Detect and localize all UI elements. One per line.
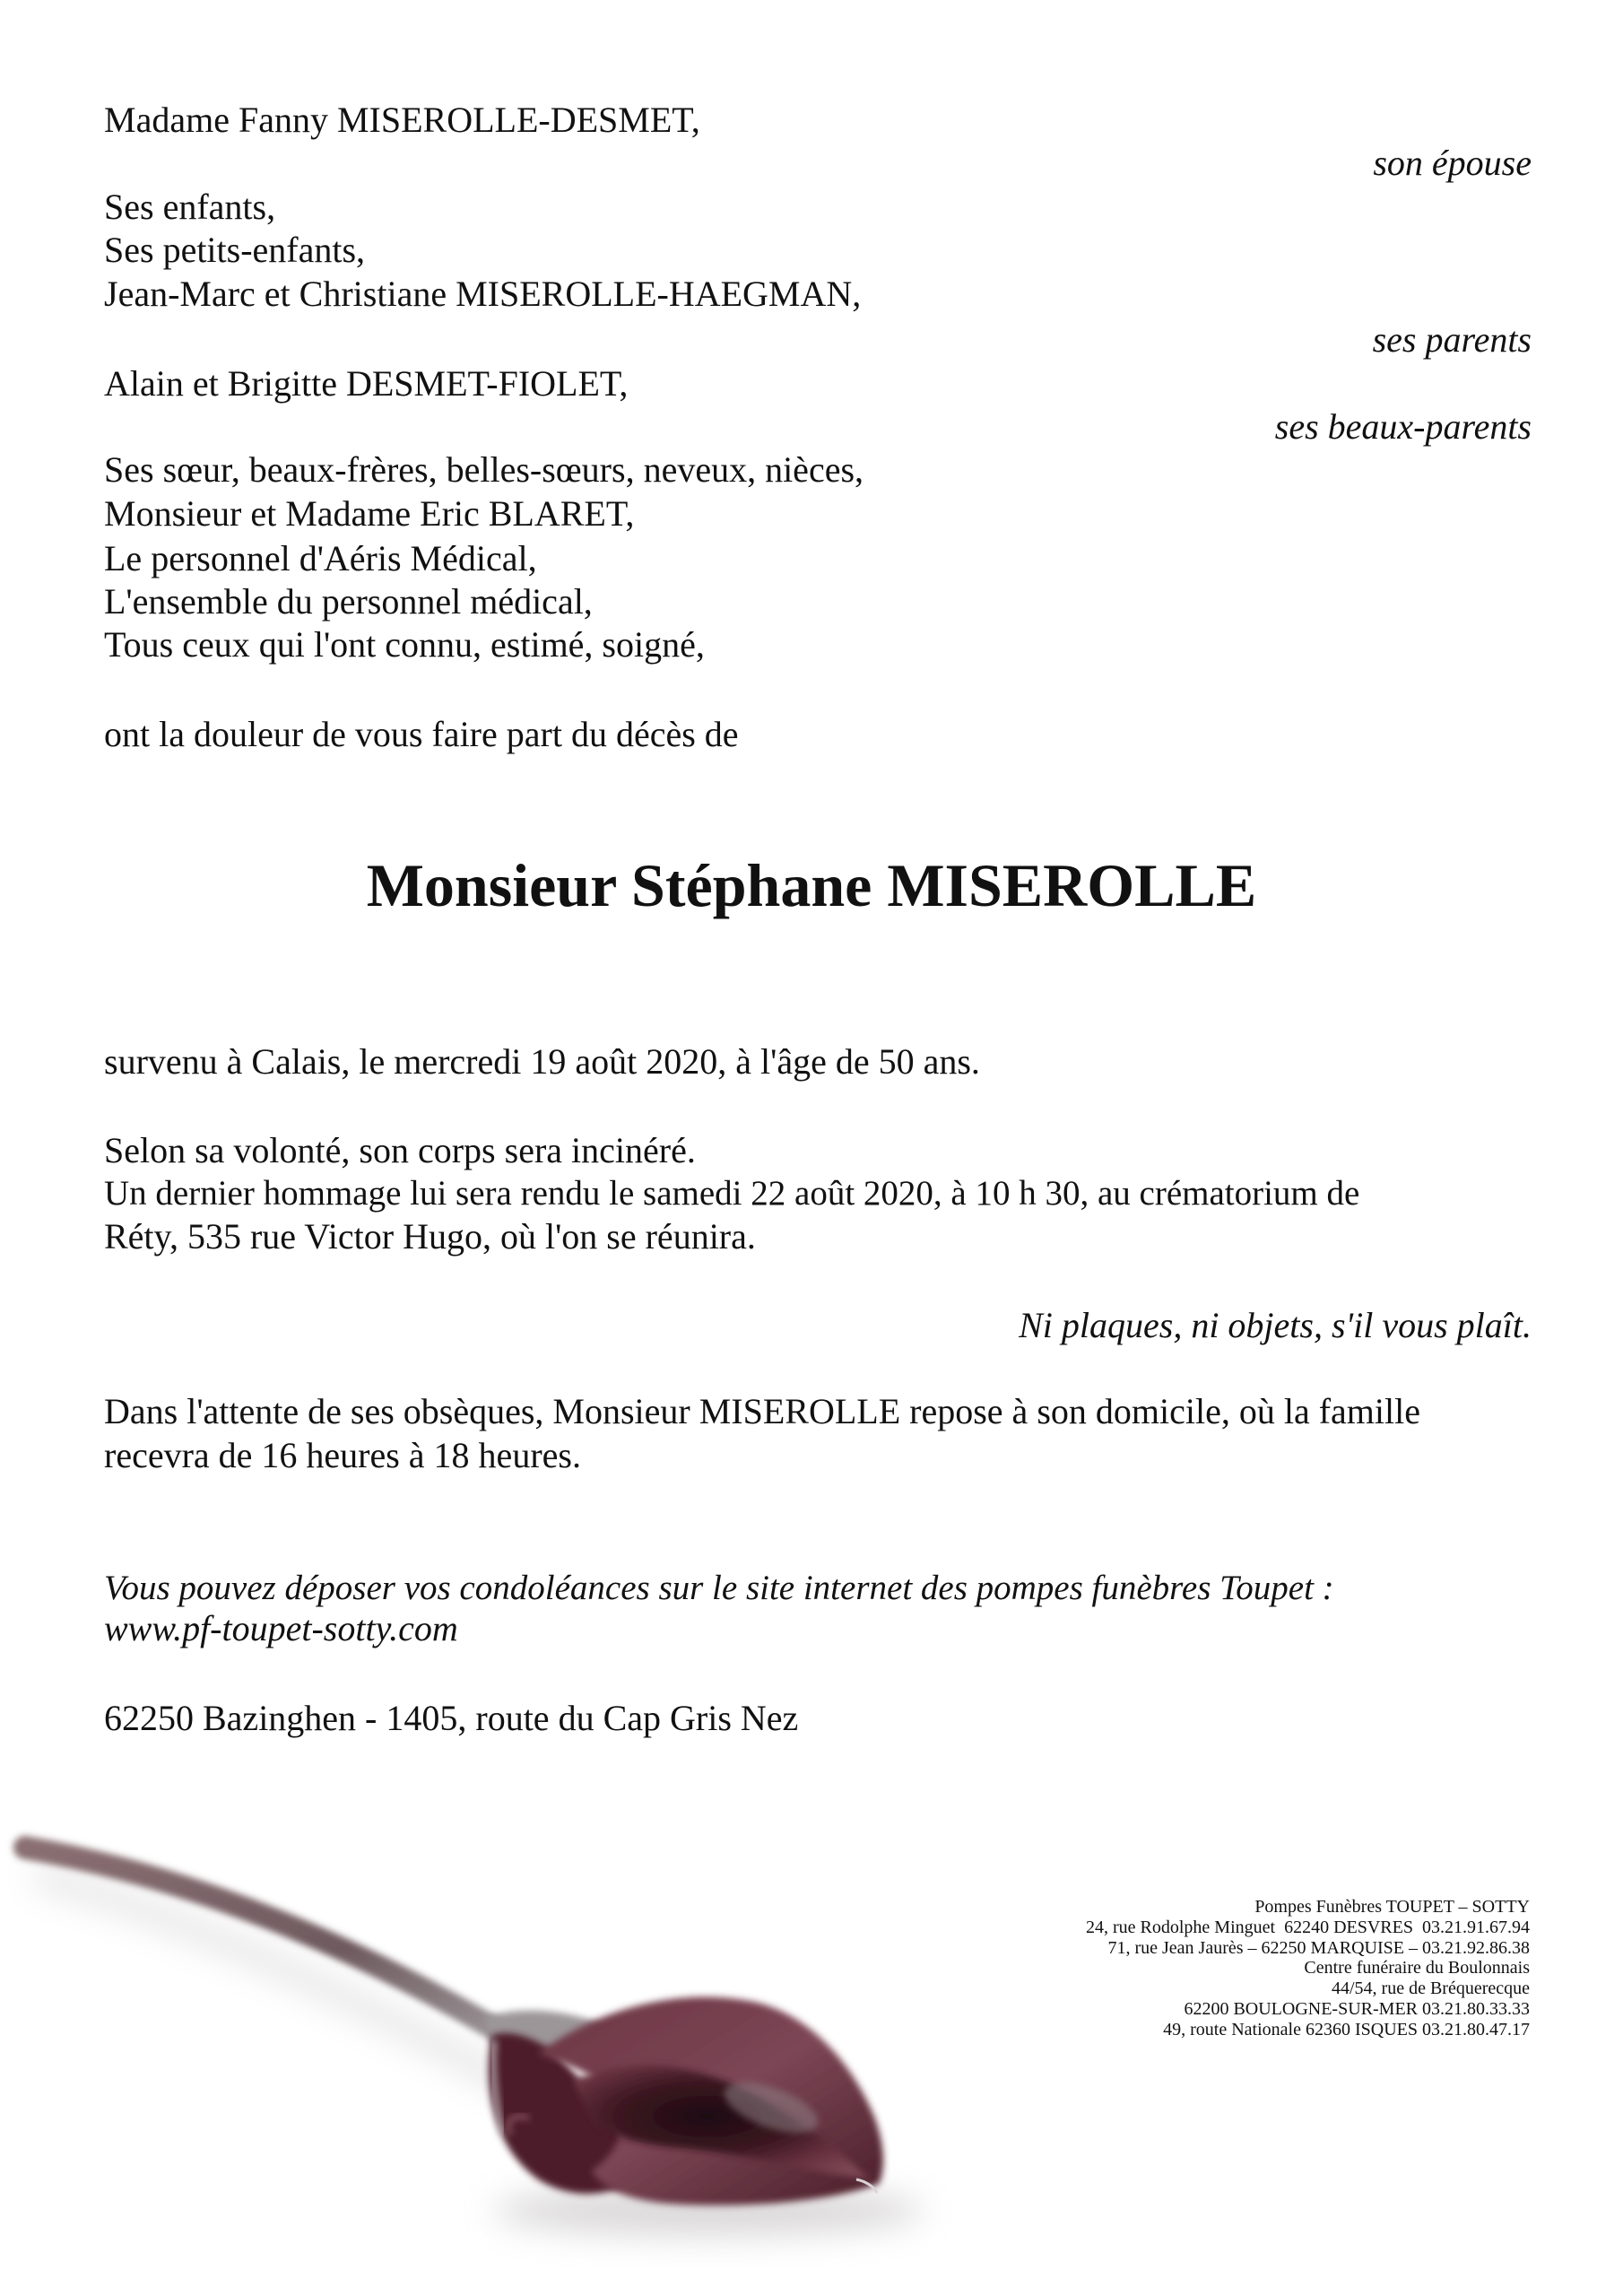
deceased-name: Monsieur Stéphane MISEROLLE [366,851,1257,919]
address-line: 62250 Bazinghen - 1405, route du Cap Gris Nez [104,1698,799,1738]
parents-line: Jean-Marc et Christiane MISEROLLE-HAEGMAN, [104,274,862,314]
funeral-center-address: 44/54, rue de Bréquerecque [1331,1979,1530,1999]
ceremony-line: Selon sa volonté, son corps sera incinéré. [104,1130,696,1170]
funeral-home-contact [1086,1897,1530,2040]
condolences-website-link[interactable]: www.pf-toupet-sotty.com [104,1608,458,1648]
funeral-home-address: 24, rue Rodolphe Minguet 62240 DESVRES 03.21.91.67.94 [1086,1917,1530,1937]
ceremony-line: Un dernier hommage lui sera rendu le samedi 22 août 2020, à 10 h 30, au crématorium de [104,1174,1360,1213]
condolences-line: Vous pouvez déposer vos condoléances sur le site internet des pompes funèbres Toupet : [104,1569,1334,1607]
no-flowers-note: Ni plaques, ni objets, s'il vous plaît. [1019,1305,1532,1345]
children-line: Ses enfants, [104,187,276,227]
visitation-line: Dans l'attente de ses obsèques, Monsieur MISEROLLE repose à son domicile, où la famille [104,1391,1420,1431]
funeral-home-address: 71, rue Jean Jaurès – 62250 MARQUISE – 03.21.92.86.38 [1107,1937,1530,1958]
widow-relation: son épouse [1373,143,1532,183]
announcement-line: ont la douleur de vous faire part du décès de [104,714,739,754]
in-laws-relation: ses beaux-parents [1274,406,1532,447]
relatives-line: L'ensemble du personnel médical, [104,581,593,622]
relatives-line: Ses sœur, beaux-frères, belles-sœurs, neveux, nièces, [104,449,864,490]
relatives-line: Tous ceux qui l'ont connu, estimé, soigné, [104,624,705,665]
funeral-center-name: Centre funéraire du Boulonnais [1304,1958,1530,1979]
ceremony-line: Réty, 535 rue Victor Hugo, où l'on se réunira. [104,1216,756,1257]
relatives-line: Le personnel d'Aéris Médical, [104,538,537,578]
visitation-line: recevra de 16 heures à 18 heures. [104,1435,581,1475]
funeral-home-name: Pompes Funèbres TOUPET – SOTTY [1254,1897,1530,1917]
calla-lily-icon [0,1794,986,2296]
death-details: survenu à Calais, le mercredi 19 août 2020, à l'âge de 50 ans. [104,1041,980,1082]
funeral-home-address: 49, route Nationale 62360 ISQUES 03.21.80.47.17 [1163,2019,1530,2039]
grandchildren-line: Ses petits-enfants, [104,230,366,270]
widow-line: Madame Fanny MISEROLLE-DESMET, [104,100,700,140]
funeral-center-city: 62200 BOULOGNE-SUR-MER 03.21.80.33.33 [1184,1998,1530,2019]
parents-relation: ses parents [1372,319,1532,360]
in-laws-line: Alain et Brigitte DESMET-FIOLET, [104,363,629,404]
relatives-line: Monsieur et Madame Eric BLARET, [104,493,635,534]
